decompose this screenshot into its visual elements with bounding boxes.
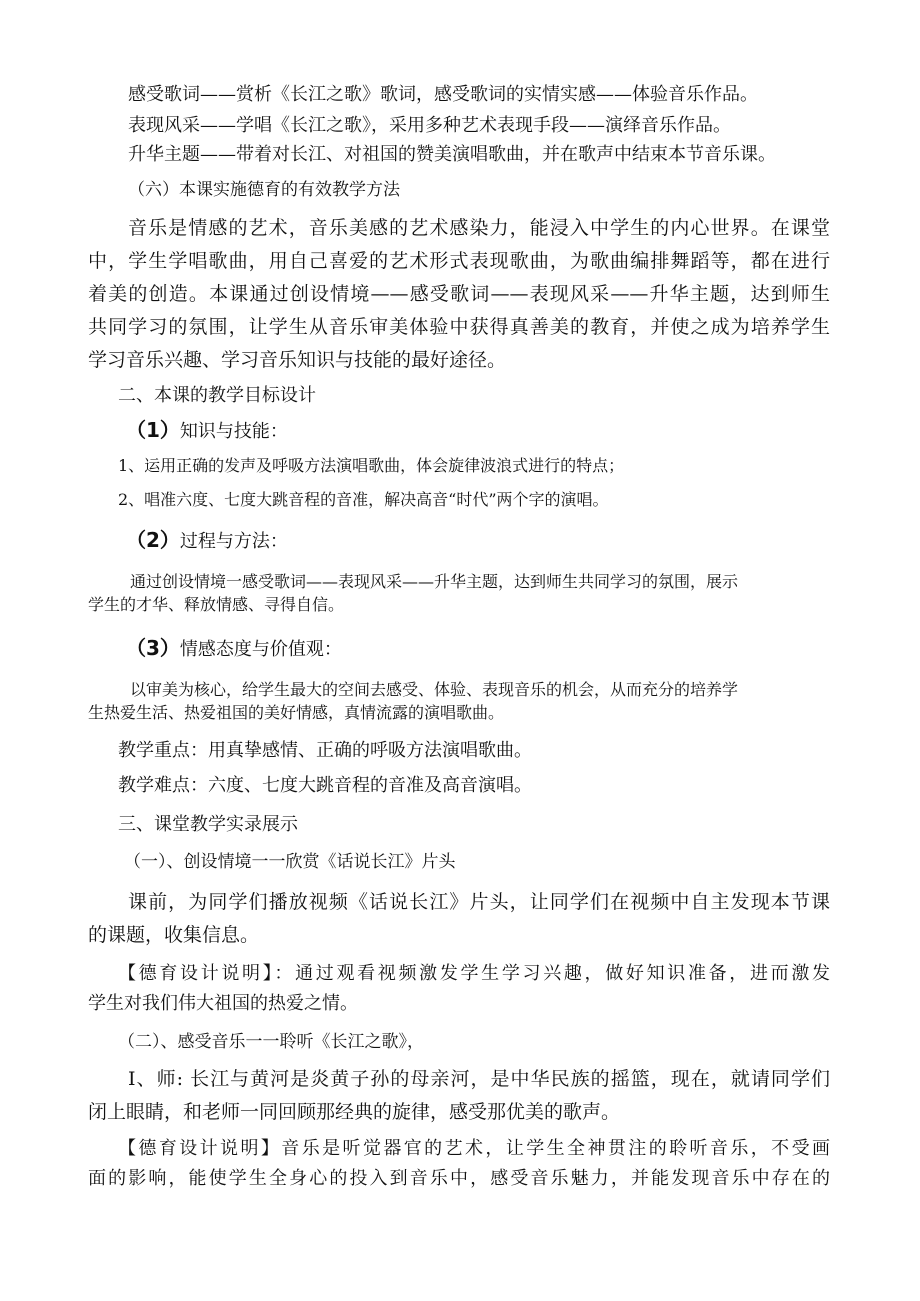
text-line: 学生的才华、释放情感、寻得自信。	[88, 595, 345, 614]
paragraph-line: 中，学生学唱歌曲，用自己喜爱的艺术形式表现歌曲，为歌曲编排舞蹈等，都在进行	[88, 250, 830, 272]
paragraph-line: 音乐是情感的艺术，音乐美感的艺术感染力，能浸入中学生的内心世界。在课堂	[128, 217, 830, 239]
text-line: 以审美为核心，给学生最大的空间去感受、体验、表现音乐的机会，从而充分的培养学	[130, 680, 739, 699]
paragraph-line: 闭上眼睛，和老师一同回顾那经典的旋律，感受那优美的歌声。	[88, 1101, 621, 1123]
difficult-point: 教学难点：六度、七度大跳音程的音准及高音演唱。	[118, 775, 532, 796]
text-line: 通过创设情境一感受歌词——表现风采——升华主题，达到师生共同学习的氛围，展示	[130, 572, 739, 591]
moral-design-note: 面的影响，能使学生全身心的投入到音乐中，感受音乐魅力，并能发现音乐中存在的	[88, 1168, 830, 1189]
subsection-number: （2）	[126, 528, 180, 552]
paragraph-line: 课前，为同学们播放视频《话说长江》片头，让同学们在视频中自主发现本节课	[128, 891, 830, 913]
subsection-title: 情感态度与价值观：	[179, 639, 342, 660]
text-line: 生热爱生活、热爱祖国的美好情感，真情流露的演唱歌曲。	[88, 703, 505, 722]
paragraph-line: 学习音乐兴趣、学习音乐知识与技能的最好途径。	[88, 349, 507, 371]
paragraph-line: 的课题，收集信息。	[88, 924, 260, 946]
paragraph-line: 着美的创造。本课通过创设情境——感受歌词——表现风采——升华主题，达到师生	[88, 283, 830, 305]
key-point: 教学重点：用真挚感情、正确的呼吸方法演唱歌曲。	[118, 740, 532, 761]
subsection-number: （3）	[126, 636, 180, 660]
section-heading: 二、本课的教学目标设计	[118, 385, 316, 406]
moral-design-note: 【德育设计说明】：通过观看视频激发学生学习兴趣，做好知识准备，进而激发	[118, 963, 830, 984]
paragraph-line: 共同学习的氛围，让学生从音乐审美体验中获得真善美的教育，并使之成为培养学生	[88, 316, 830, 338]
subsection-title: 知识与技能：	[179, 421, 288, 442]
subsection-title: 过程与方法：	[179, 531, 288, 552]
subsection-number: （1）	[126, 418, 180, 442]
text-line: 感受歌词——赏析《长江之歌》歌词，感受歌词的实情实感——体验音乐作品。	[128, 84, 758, 105]
subsection-heading: （一）、创设情境一一欣赏《话说长江》片头	[124, 852, 456, 872]
text-line: 2、唱准六度、七度大跳音程的音准，解决高音“时代”两个字的演唱。	[118, 490, 609, 509]
paragraph-line: I、师: 长江与黄河是炎黄子孙的母亲河，是中华民族的摇篮，现在，就请同学们	[128, 1068, 830, 1090]
text-line: 表现风采——学唱《长江之歌》，采用多种艺术表现手段——演绎音乐作品。	[128, 115, 731, 136]
section-heading: 三、课堂教学实录展示	[118, 814, 298, 835]
subsection-heading	[126, 638, 342, 659]
section-heading: （六）本课实施德育的有效教学方法	[128, 180, 400, 200]
moral-design-note: 学生对我们伟大祖国的热爱之情。	[88, 993, 358, 1014]
moral-design-note: 【德育设计说明】音乐是听觉器官的艺术，让学生全神贯注的聆听音乐，不受画	[118, 1138, 830, 1159]
subsection-heading	[126, 530, 288, 551]
subsection-heading: （二）、感受音乐一一聆听《长江之歌》，	[118, 1032, 424, 1052]
text-line: 1、运用正确的发声及呼吸方法演唱歌曲，体会旋律波浪式进行的特点；	[118, 456, 625, 475]
subsection-heading	[126, 420, 288, 441]
text-line: 升华主题——带着对长江、对祖国的赞美演唱歌曲，并在歌声中结束本节音乐课。	[128, 144, 776, 165]
